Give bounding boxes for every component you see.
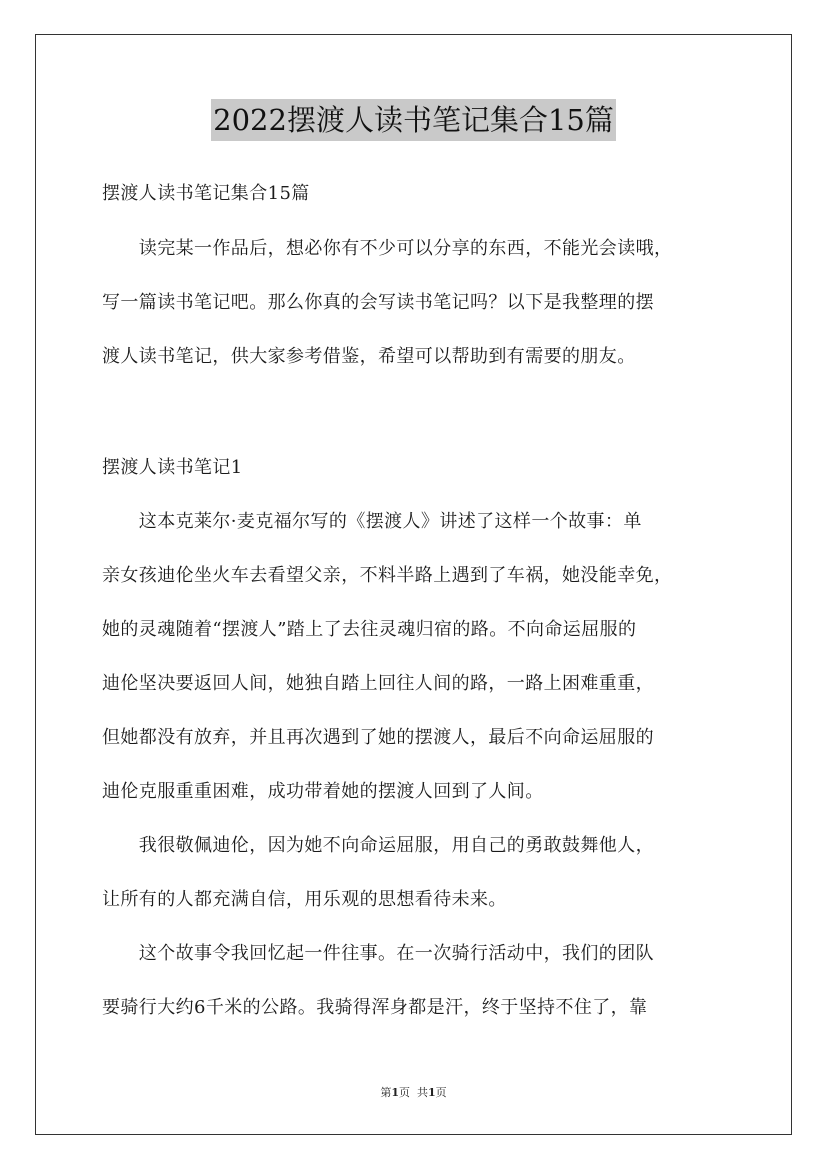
page-label-suffix: 页: [399, 1086, 410, 1099]
paragraph-line: 写一篇读书笔记吧。那么你真的会写读书笔记吗？以下是我整理的摆: [102, 292, 654, 313]
total-pages: 1: [428, 1086, 436, 1099]
paragraph-line: 要骑行大约6千米的公路。我骑得浑身都是汗，终于坚持不住了，靠: [102, 997, 648, 1018]
paragraph-line: 我很敬佩迪伦，因为她不向命运屈服，用自己的勇敢鼓舞他人，: [102, 835, 654, 856]
page-footer: [0, 1084, 827, 1100]
paragraph-line: 让所有的人都充满自信，用乐观的思想看待未来。: [102, 889, 507, 910]
title-container: [0, 99, 827, 141]
paragraph-line: 迪伦坚决要返回人间，她独自踏上回往人间的路，一路上困难重重，: [102, 673, 654, 694]
section-heading: 摆渡人读书笔记1: [102, 457, 243, 478]
paragraph-line: 但她都没有放弃，并且再次遇到了她的摆渡人，最后不向命运屈服的: [102, 727, 654, 748]
document-subtitle: 摆渡人读书笔记集合15篇: [102, 183, 310, 204]
paragraph-line: 她的灵魂随着“摆渡人”踏上了去往灵魂归宿的路。不向命运屈服的: [102, 619, 637, 640]
paragraph-line: 这个故事令我回忆起一件往事。在一次骑行活动中，我们的团队: [102, 943, 654, 964]
paragraph-line: 读完某一作品后，想必你有不少可以分享的东西，不能光会读哦，: [102, 238, 673, 259]
document-title: 2022摆渡人读书笔记集合15篇: [211, 99, 616, 141]
page-number: 1: [391, 1086, 399, 1099]
paragraph-line: 迪伦克服重重困难，成功带着她的摆渡人回到了人间。: [102, 781, 544, 802]
paragraph-line: 渡人读书笔记，供大家参考借鉴，希望可以帮助到有需要的朋友。: [102, 346, 636, 367]
page-label-prefix: 第: [380, 1086, 392, 1099]
total-label-prefix: 共: [417, 1086, 428, 1099]
paragraph-line: 亲女孩迪伦坐火车去看望父亲，不料半路上遇到了车祸，她没能幸免，: [102, 565, 673, 586]
paragraph-line: 这本克莱尔·麦克福尔写的《摆渡人》讲述了这样一个故事：单: [102, 511, 642, 532]
total-label-suffix: 页: [435, 1086, 447, 1099]
